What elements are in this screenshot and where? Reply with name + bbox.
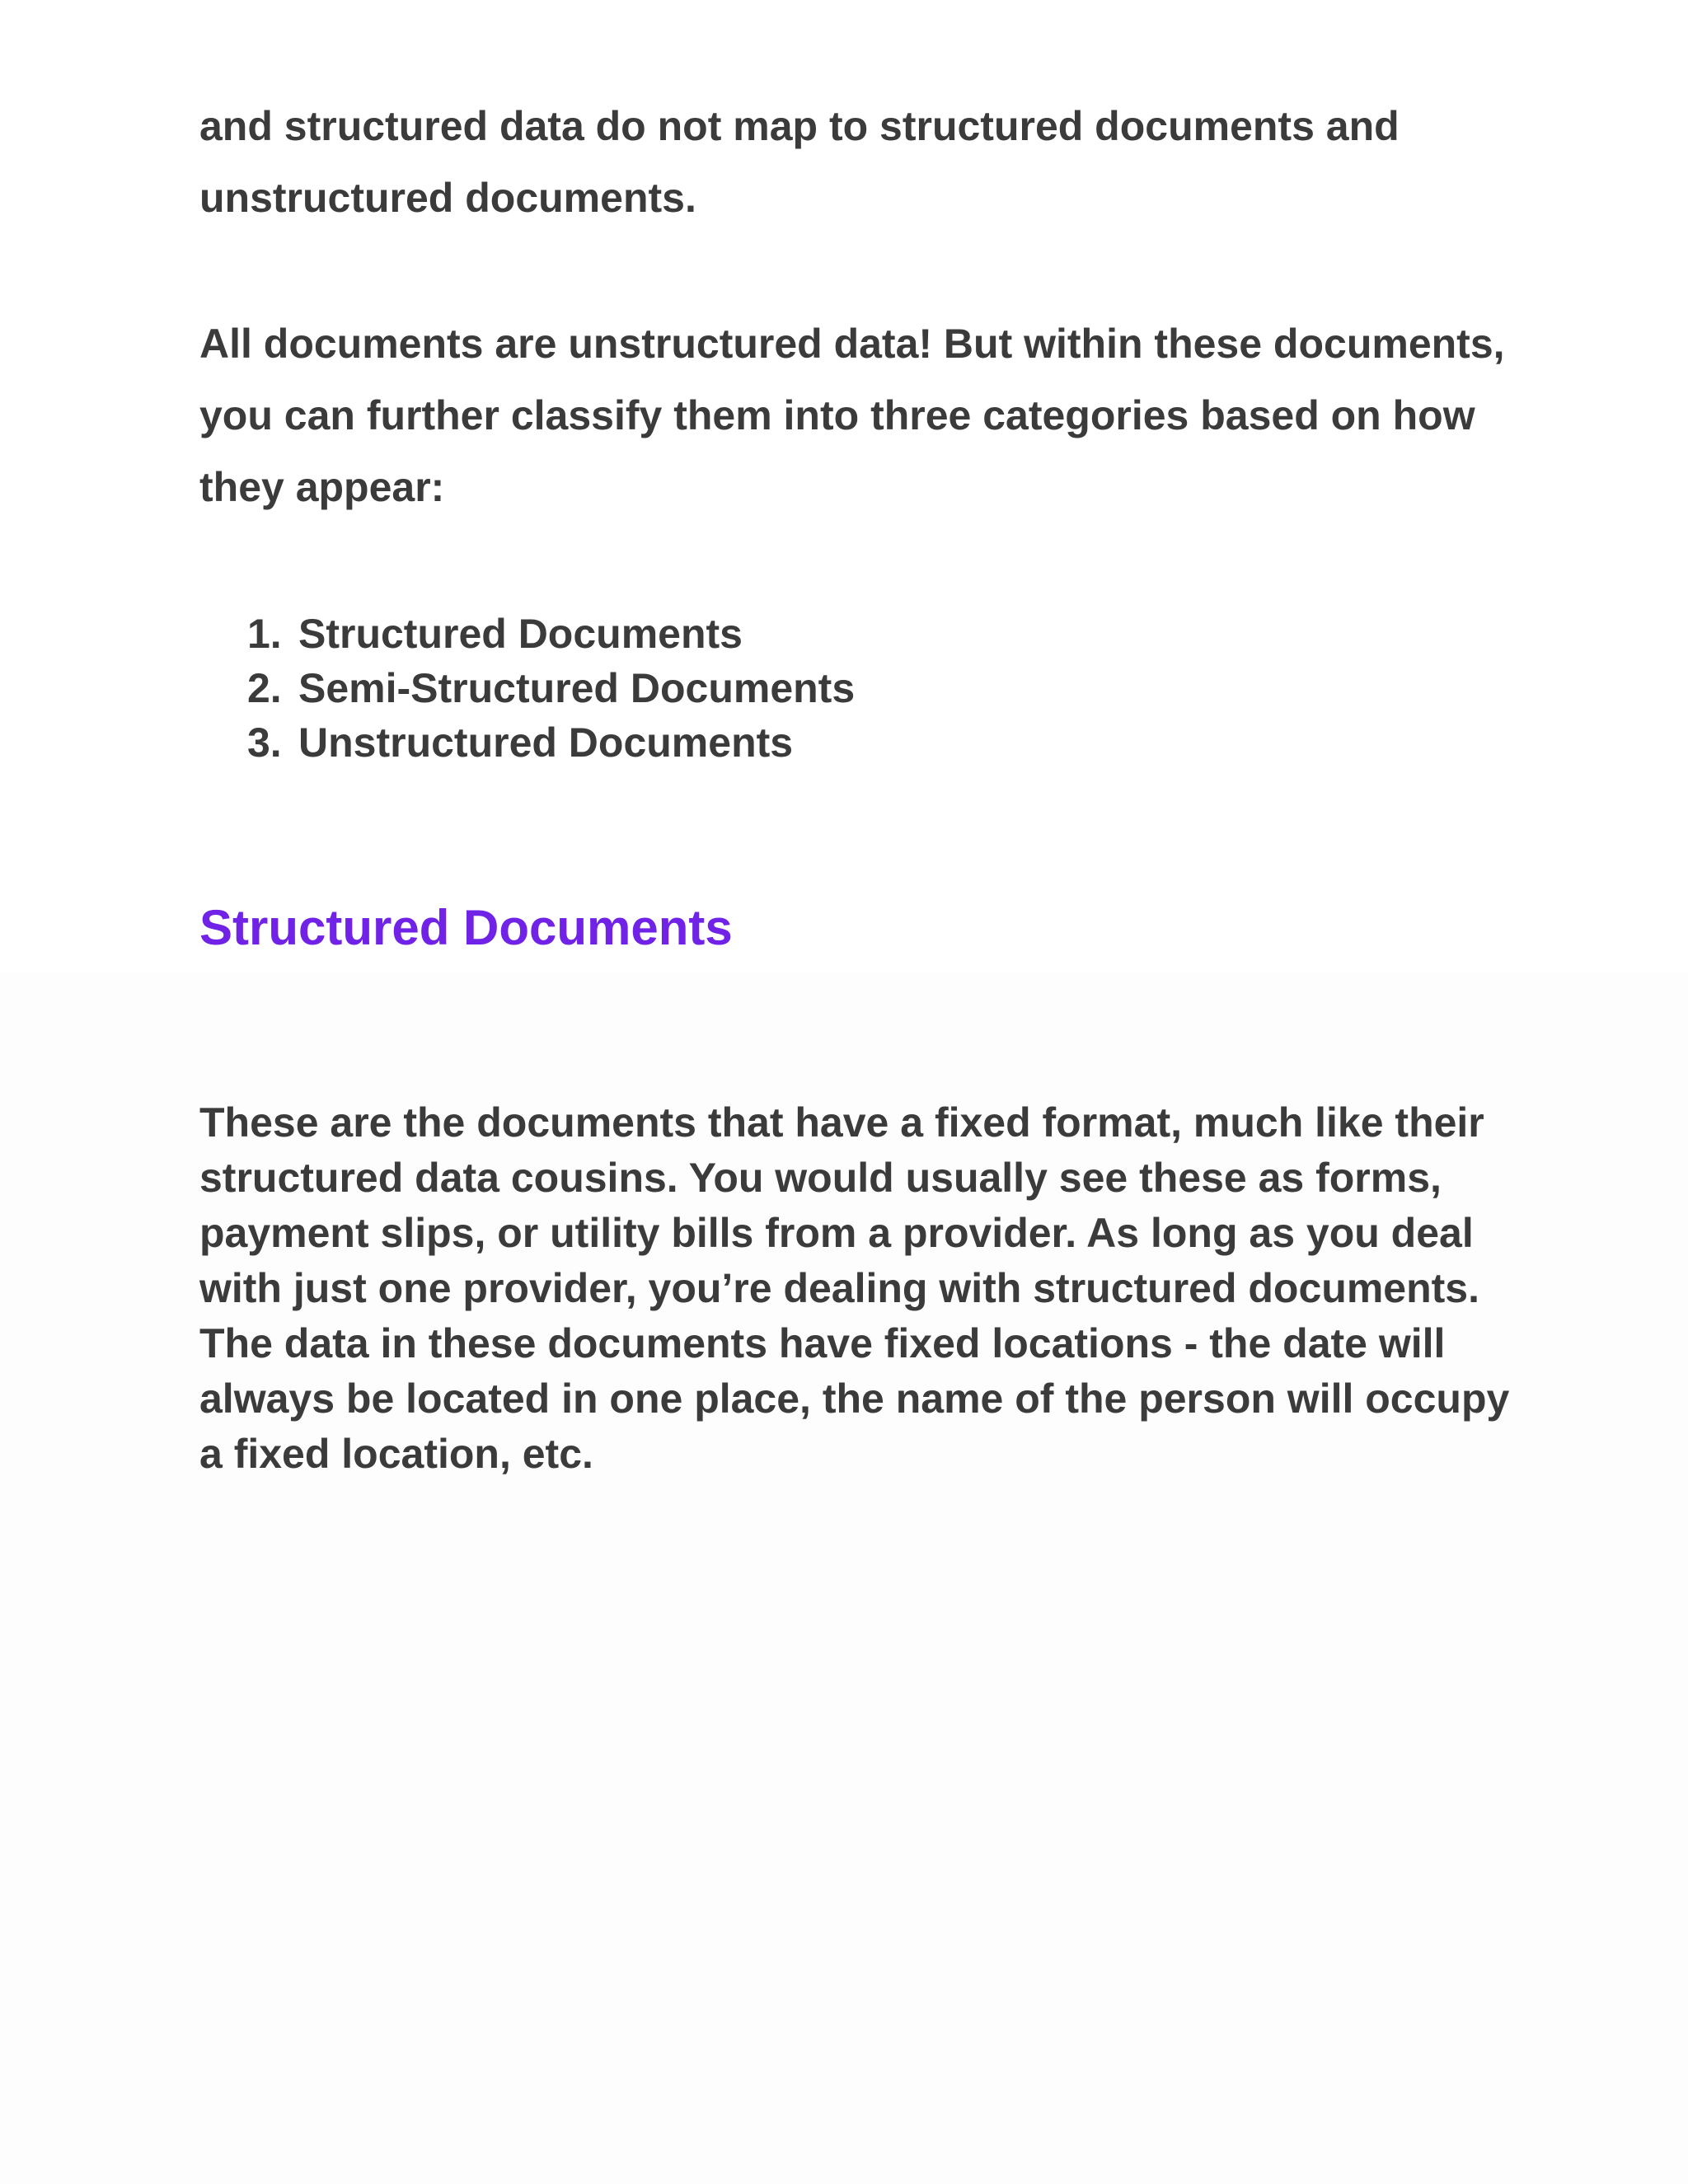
document-content <box>199 91 1518 1482</box>
section-heading: Structured Documents <box>199 900 733 955</box>
list-item-label: Unstructured Documents <box>298 719 794 766</box>
classification-paragraph: All documents are unstructured data! But within these documents, you can further classify them into three categories based on how they appear: <box>199 321 1505 510</box>
list-item <box>247 607 1518 661</box>
section-body-paragraph: These are the documents that have a fixed format, much like their structured data cousins. You would usually see these as forms, payment slips, or utility bills from a provider. As long as you deal with just one provider, you’re dealing with structured documents. The data in these documents have fixed locations - the date will always be located in one place, the name of the person will occupy a fixed location, etc. <box>199 1099 1510 1477</box>
document-categories-list <box>199 607 1518 770</box>
list-item-label: Structured Documents <box>298 611 743 657</box>
list-item-label: Semi-Structured Documents <box>298 665 856 711</box>
intro-paragraph: and structured data do not map to structured documents and unstructured documents. <box>199 103 1400 221</box>
list-item-number: 2. <box>247 665 282 711</box>
list-item-number: 1. <box>247 611 282 657</box>
list-item <box>247 661 1518 715</box>
list-item-number: 3. <box>247 719 282 766</box>
list-item <box>247 715 1518 770</box>
